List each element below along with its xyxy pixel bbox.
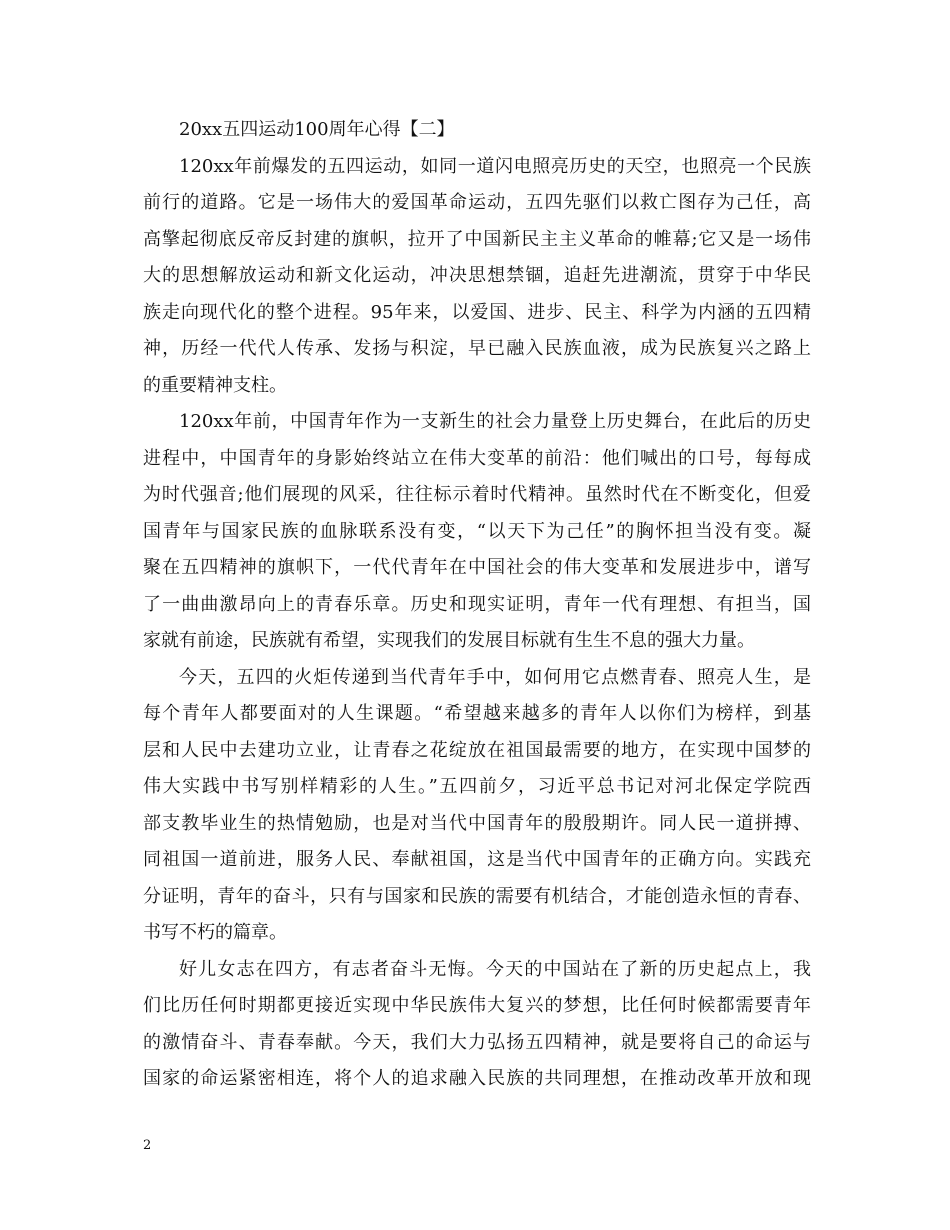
document-title: 20xx五四运动100周年心得【二】 [179, 119, 455, 140]
paragraph-line: 国青年与国家民族的血脉联系没有变，“以天下为己任”的胸怀担当没有变。凝 [143, 520, 811, 542]
paragraph-line: 好儿女志在四方，有志者奋斗无悔。今天的中国站在了新的历史起点上，我 [179, 958, 811, 980]
paragraph-line: 层和人民中去建功立业，让青春之花绽放在祖国最需要的地方，在实现中国梦的 [143, 739, 811, 761]
paragraph-line: 进程中，中国青年的身影始终站立在伟大变革的前沿：他们喊出的口号，每每成 [143, 447, 811, 469]
paragraph-line: 120xx年前，中国青年作为一支新生的社会力量登上历史舞台，在此后的历史 [179, 411, 811, 432]
paragraph-line: 聚在五四精神的旗帜下，一代代青年在中国社会的伟大变革和发展进步中，谱写 [143, 557, 811, 578]
paragraph-line: 分证明，青年的奋斗，只有与国家和民族的需要有机结合，才能创造永恒的青春、 [143, 885, 811, 907]
paragraph-line: 神，历经一代代人传承、发扬与积淀，早已融入民族血液，成为民族复兴之路上 [143, 338, 811, 359]
paragraph-3 [143, 660, 811, 952]
paragraph-line: 了一曲曲激昂向上的青春乐章。历史和现实证明，青年一代有理想、有担当，国 [143, 593, 811, 615]
paragraph-line: 为时代强音;他们展现的风采，往往标示着时代精神。虽然时代在不断变化，但爱 [143, 484, 811, 505]
paragraph-line: 高擎起彻底反帝反封建的旗帜，拉开了中国新民主主义革命的帷幕;它又是一场伟 [143, 228, 811, 250]
paragraph-line: 族走向现代化的整个进程。95年来，以爱国、进步、民主、科学为内涵的五四精 [143, 301, 811, 323]
paragraph-line: 今天，五四的火炬传递到当代青年手中，如何用它点燃青春、照亮人生，是 [179, 666, 811, 688]
paragraph-2 [143, 404, 811, 660]
paragraph-line: 伟大实践中书写别样精彩的人生。”五四前夕，习近平总书记对河北保定学院西 [143, 776, 811, 797]
document-body [143, 112, 811, 1098]
page-number: 2 [143, 1138, 152, 1153]
paragraph-line: 书写不朽的篇章。 [143, 922, 287, 943]
paragraph-line: 同祖国一道前进，服务人民、奉献祖国，这是当代中国青年的正确方向。实践充 [143, 849, 811, 870]
paragraph-line: 部支教毕业生的热情勉励，也是对当代中国青年的殷殷期许。同人民一道拼搏、 [143, 812, 811, 834]
paragraph-line: 们比历任何时期都更接近实现中华民族伟大复兴的梦想，比任何时候都需要青年 [143, 995, 811, 1016]
paragraph-line: 的激情奋斗、青春奉献。今天，我们大力弘扬五四精神，就是要将自己的命运与 [143, 1031, 811, 1053]
paragraph-line: 国家的命运紧密相连，将个人的追求融入民族的共同理想，在推动改革开放和现 [143, 1068, 811, 1089]
paragraph-line: 大的思想解放运动和新文化运动，冲决思想禁锢，追赶先进潮流，贯穿于中华民 [143, 265, 811, 286]
paragraph-4 [143, 952, 811, 1098]
paragraph-line: 家就有前途，民族就有希望，实现我们的发展目标就有生生不息的强大力量。 [143, 630, 755, 651]
paragraph-line: 前行的道路。它是一场伟大的爱国革命运动，五四先驱们以救亡图存为己任，高 [143, 192, 811, 213]
paragraph-line: 120xx年前爆发的五四运动，如同一道闪电照亮历史的天空，也照亮一个民族 [179, 155, 811, 177]
paragraph-1 [143, 149, 811, 405]
paragraph-line: 的重要精神支柱。 [143, 374, 287, 396]
paragraph-line: 每个青年人都要面对的人生课题。“希望越来越多的青年人以你们为榜样，到基 [143, 703, 811, 724]
